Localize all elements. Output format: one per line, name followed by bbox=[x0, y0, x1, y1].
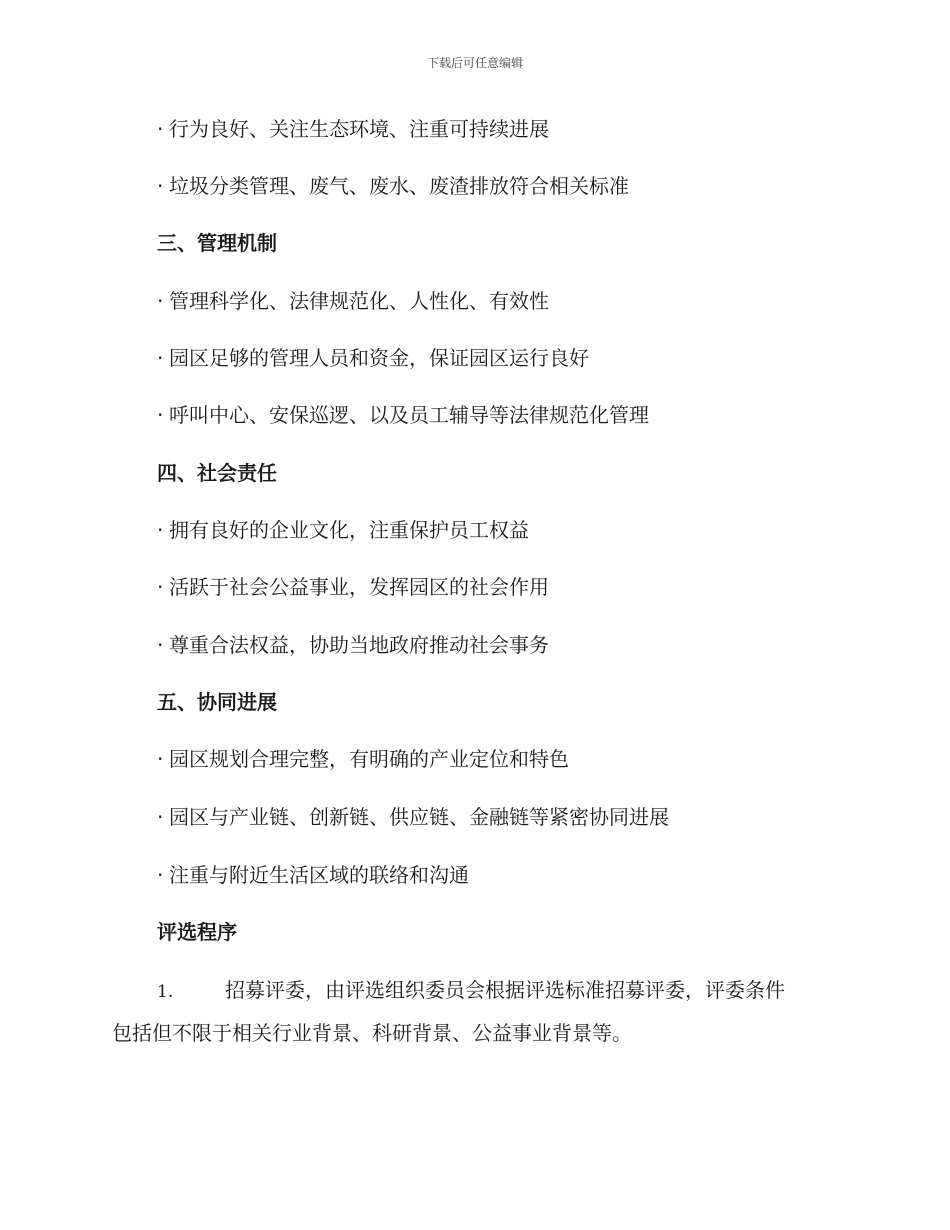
page-header: 下载后可任意编辑 bbox=[426, 56, 523, 70]
bullet-text: 园区足够的管理人员和资金，保证园区运行良好 bbox=[169, 346, 589, 370]
section-heading: 评选程序 bbox=[157, 920, 237, 944]
bullet-item bbox=[157, 631, 549, 659]
numbered-item bbox=[157, 976, 785, 1006]
item-text-line2: 包括但不限于相关行业背景、科研背景、公益事业背景等。 bbox=[112, 1021, 632, 1045]
bullet-item bbox=[157, 516, 529, 544]
bullet-marker: · bbox=[157, 518, 164, 542]
bullet-marker: · bbox=[157, 863, 164, 887]
bullet-text: 活跃于社会公益事业，发挥园区的社会作用 bbox=[169, 575, 549, 599]
item-text-line1: 招募评委，由评选组织委员会根据评选标准招募评委，评委条件 bbox=[225, 978, 785, 1002]
bullet-text: 呼叫中心、安保巡逻、以及员工辅导等法律规范化管理 bbox=[169, 403, 649, 427]
bullet-marker: · bbox=[157, 289, 164, 313]
bullet-text: 管理科学化、法律规范化、人性化、有效性 bbox=[169, 289, 549, 313]
bullet-marker: · bbox=[157, 403, 164, 427]
bullet-marker: · bbox=[157, 747, 164, 771]
bullet-text: 园区规划合理完整，有明确的产业定位和特色 bbox=[169, 747, 569, 771]
bullet-marker: · bbox=[157, 174, 164, 198]
bullet-item bbox=[157, 745, 569, 773]
bullet-text: 拥有良好的企业文化，注重保护员工权益 bbox=[169, 518, 529, 542]
bullet-marker: · bbox=[157, 575, 164, 599]
bullet-text: 行为良好、关注生态环境、注重可持续进展 bbox=[169, 117, 549, 141]
bullet-item bbox=[157, 287, 549, 315]
bullet-text: 垃圾分类管理、废气、废水、废渣排放符合相关标准 bbox=[169, 174, 629, 198]
bullet-marker: · bbox=[157, 805, 164, 829]
bullet-text: 园区与产业链、创新链、供应链、金融链等紧密协同进展 bbox=[169, 805, 669, 829]
bullet-item bbox=[157, 172, 629, 200]
bullet-text: 注重与附近生活区域的联络和沟通 bbox=[169, 863, 469, 887]
bullet-text: 尊重合法权益，协助当地政府推动社会事务 bbox=[169, 633, 549, 657]
section-heading: 四、社会责任 bbox=[157, 461, 277, 485]
bullet-marker: · bbox=[157, 117, 164, 141]
bullet-item bbox=[157, 115, 549, 143]
bullet-item bbox=[157, 573, 549, 601]
bullet-item bbox=[157, 803, 669, 831]
bullet-marker: · bbox=[157, 346, 164, 370]
bullet-item bbox=[157, 861, 469, 889]
bullet-marker: · bbox=[157, 633, 164, 657]
section-heading: 三、管理机制 bbox=[157, 231, 277, 255]
item-number: 1. bbox=[157, 982, 174, 1002]
bullet-item bbox=[157, 344, 589, 372]
section-heading: 五、协同进展 bbox=[157, 690, 277, 714]
bullet-item bbox=[157, 401, 649, 429]
